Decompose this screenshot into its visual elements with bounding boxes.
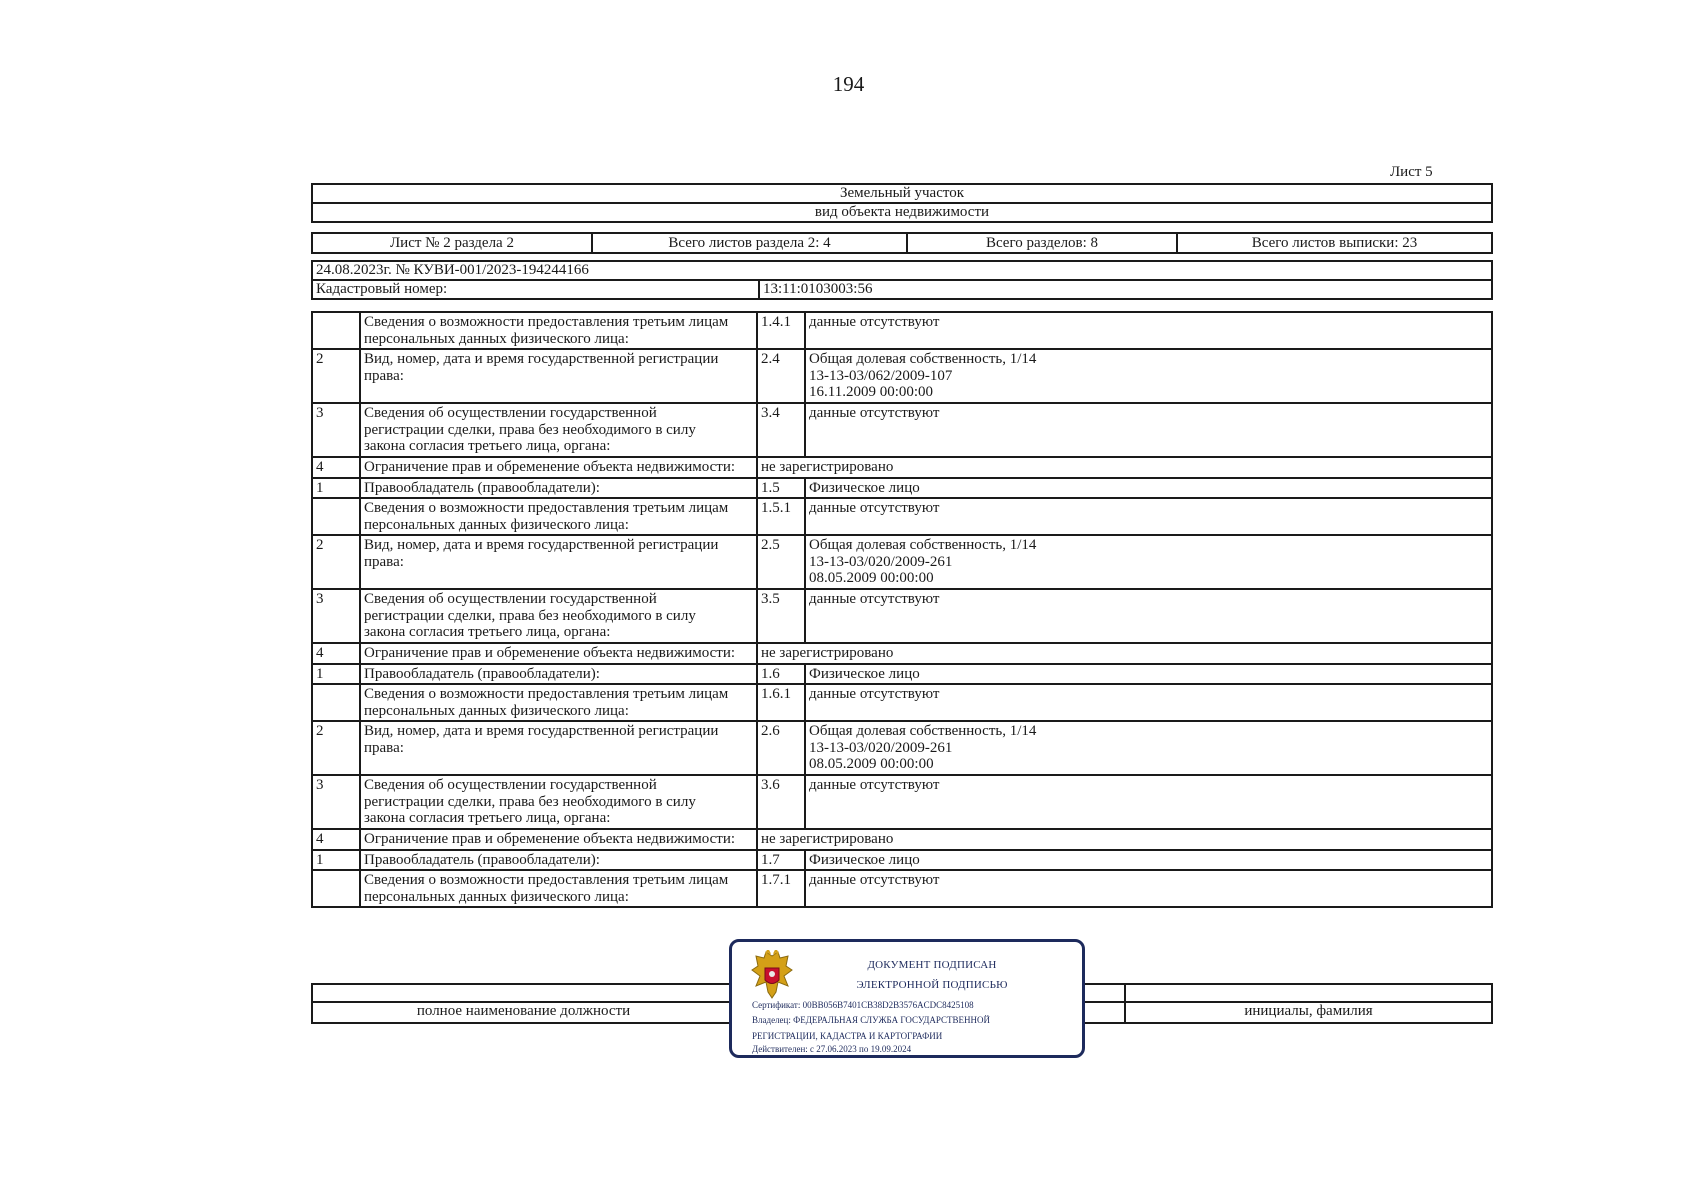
table-row bbox=[312, 721, 1492, 775]
row-number: 1 bbox=[312, 664, 360, 685]
row-code: 1.7 bbox=[757, 850, 805, 871]
stamp-title-line2: ЭЛЕКТРОННОЙ ПОДПИСЬЮ bbox=[856, 979, 1008, 991]
object-type-table bbox=[311, 183, 1493, 223]
row-label: Ограничение прав и обременение объекта недвижимости: bbox=[360, 829, 757, 850]
table-row bbox=[312, 643, 1492, 664]
row-label: Сведения об осуществлении государственной регистрации сделки, права без необходимого в силу закона согласия третьего лица, органа: bbox=[360, 775, 757, 829]
stamp-owner-line1: Владелец: ФЕДЕРАЛЬНАЯ СЛУЖБА ГОСУДАРСТВЕННОЙ bbox=[752, 1015, 991, 1025]
sheet-label: Лист 5 bbox=[1390, 164, 1433, 180]
sheet-meta-table bbox=[311, 232, 1493, 254]
row-code: 1.6 bbox=[757, 664, 805, 685]
row-value: Физическое лицо bbox=[805, 850, 1492, 871]
row-label: Ограничение прав и обременение объекта недвижимости: bbox=[360, 457, 757, 478]
row-label: Вид, номер, дата и время государственной регистрации права: bbox=[360, 535, 757, 589]
stamp-certificate: Сертификат: 00BB056B7401CB38D2B3576ACDC8425108 bbox=[752, 1000, 974, 1010]
name-label: инициалы, фамилия bbox=[1125, 1002, 1492, 1023]
table-row bbox=[312, 535, 1492, 589]
row-label: Сведения о возможности предоставления третьим лицам персональных данных физического лица: bbox=[360, 498, 757, 535]
position-label: полное наименование должности bbox=[312, 1002, 735, 1023]
row-value: данные отсутствуют bbox=[805, 775, 1492, 829]
row-number: 1 bbox=[312, 850, 360, 871]
table-row bbox=[312, 498, 1492, 535]
row-value: Общая долевая собственность, 1/14 13-13-03/062/2009-107 16.11.2009 00:00:00 bbox=[805, 349, 1492, 403]
row-code: 1.5.1 bbox=[757, 498, 805, 535]
row-label: Сведения о возможности предоставления третьим лицам персональных данных физического лица: bbox=[360, 870, 757, 907]
row-label: Ограничение прав и обременение объекта недвижимости: bbox=[360, 643, 757, 664]
meta-sheet: Лист № 2 раздела 2 bbox=[312, 233, 592, 253]
stamp-owner-line2: РЕГИСТРАЦИИ, КАДАСТРА И КАРТОГРАФИИ bbox=[752, 1031, 943, 1041]
table-row bbox=[312, 349, 1492, 403]
registration-table bbox=[311, 260, 1493, 300]
row-label: Правообладатель (правообладатели): bbox=[360, 478, 757, 499]
row-value: Общая долевая собственность, 1/14 13-13-03/020/2009-261 08.05.2009 00:00:00 bbox=[805, 535, 1492, 589]
row-number bbox=[312, 684, 360, 721]
row-number bbox=[312, 498, 360, 535]
row-label: Вид, номер, дата и время государственной регистрации права: bbox=[360, 721, 757, 775]
row-number: 4 bbox=[312, 829, 360, 850]
row-code: 3.5 bbox=[757, 589, 805, 643]
row-value: данные отсутствуют bbox=[805, 312, 1492, 349]
meta-sections-total: Всего разделов: 8 bbox=[907, 233, 1177, 253]
row-value: данные отсутствуют bbox=[805, 684, 1492, 721]
row-label: Правообладатель (правообладатели): bbox=[360, 850, 757, 871]
row-value: данные отсутствуют bbox=[805, 870, 1492, 907]
row-value: данные отсутствуют bbox=[805, 589, 1492, 643]
table-row bbox=[312, 589, 1492, 643]
meta-sheets-in-section: Всего листов раздела 2: 4 bbox=[592, 233, 907, 253]
row-number: 4 bbox=[312, 643, 360, 664]
row-label: Сведения об осуществлении государственной регистрации сделки, права без необходимого в силу закона согласия третьего лица, органа: bbox=[360, 403, 757, 457]
row-number: 1 bbox=[312, 478, 360, 499]
object-title: Земельный участок bbox=[312, 184, 1492, 203]
extract-date-number: 24.08.2023г. № КУВИ-001/2023-194244166 bbox=[312, 261, 1492, 280]
row-code: 2.6 bbox=[757, 721, 805, 775]
page-number: 194 bbox=[832, 72, 865, 96]
table-row bbox=[312, 684, 1492, 721]
table-row bbox=[312, 312, 1492, 349]
cadastral-label: Кадастровый номер: bbox=[312, 280, 759, 299]
table-row bbox=[312, 403, 1492, 457]
electronic-signature-stamp bbox=[729, 939, 1085, 1058]
position-field bbox=[312, 984, 735, 1002]
row-value: не зарегистрировано bbox=[757, 457, 1492, 478]
row-value: не зарегистрировано bbox=[757, 643, 1492, 664]
stamp-title-line1: ДОКУМЕНТ ПОДПИСАН bbox=[867, 959, 997, 971]
meta-sheets-total: Всего листов выписки: 23 bbox=[1177, 233, 1492, 253]
row-code: 3.6 bbox=[757, 775, 805, 829]
table-row bbox=[312, 457, 1492, 478]
row-value: Физическое лицо bbox=[805, 664, 1492, 685]
row-code: 1.7.1 bbox=[757, 870, 805, 907]
row-number: 2 bbox=[312, 721, 360, 775]
name-field bbox=[1125, 984, 1492, 1002]
rights-table bbox=[311, 311, 1493, 908]
table-row bbox=[312, 775, 1492, 829]
cadastral-number: 13:11:0103003:56 bbox=[759, 280, 1492, 299]
row-label: Сведения о возможности предоставления третьим лицам персональных данных физического лица: bbox=[360, 684, 757, 721]
stamp-validity: Действителен: с 27.06.2023 по 19.09.2024 bbox=[752, 1044, 912, 1054]
row-number: 4 bbox=[312, 457, 360, 478]
row-code: 3.4 bbox=[757, 403, 805, 457]
object-subtitle: вид объекта недвижимости bbox=[312, 203, 1492, 222]
row-label: Сведения об осуществлении государственной регистрации сделки, права без необходимого в силу закона согласия третьего лица, органа: bbox=[360, 589, 757, 643]
row-code: 1.5 bbox=[757, 478, 805, 499]
row-code: 1.6.1 bbox=[757, 684, 805, 721]
table-row bbox=[312, 850, 1492, 871]
table-row bbox=[312, 829, 1492, 850]
row-value: Общая долевая собственность, 1/14 13-13-03/020/2009-261 08.05.2009 00:00:00 bbox=[805, 721, 1492, 775]
row-number: 3 bbox=[312, 775, 360, 829]
row-code: 1.4.1 bbox=[757, 312, 805, 349]
row-value: данные отсутствуют bbox=[805, 403, 1492, 457]
row-label: Правообладатель (правообладатели): bbox=[360, 664, 757, 685]
row-value: не зарегистрировано bbox=[757, 829, 1492, 850]
table-row bbox=[312, 870, 1492, 907]
row-number: 2 bbox=[312, 349, 360, 403]
table-row bbox=[312, 664, 1492, 685]
row-number: 2 bbox=[312, 535, 360, 589]
row-number: 3 bbox=[312, 589, 360, 643]
row-value: данные отсутствуют bbox=[805, 498, 1492, 535]
row-number bbox=[312, 312, 360, 349]
row-value: Физическое лицо bbox=[805, 478, 1492, 499]
russian-coat-of-arms-icon bbox=[750, 950, 794, 1000]
row-label: Вид, номер, дата и время государственной регистрации права: bbox=[360, 349, 757, 403]
table-row bbox=[312, 478, 1492, 499]
row-number bbox=[312, 870, 360, 907]
row-code: 2.4 bbox=[757, 349, 805, 403]
row-label: Сведения о возможности предоставления третьим лицам персональных данных физического лица: bbox=[360, 312, 757, 349]
row-code: 2.5 bbox=[757, 535, 805, 589]
row-number: 3 bbox=[312, 403, 360, 457]
